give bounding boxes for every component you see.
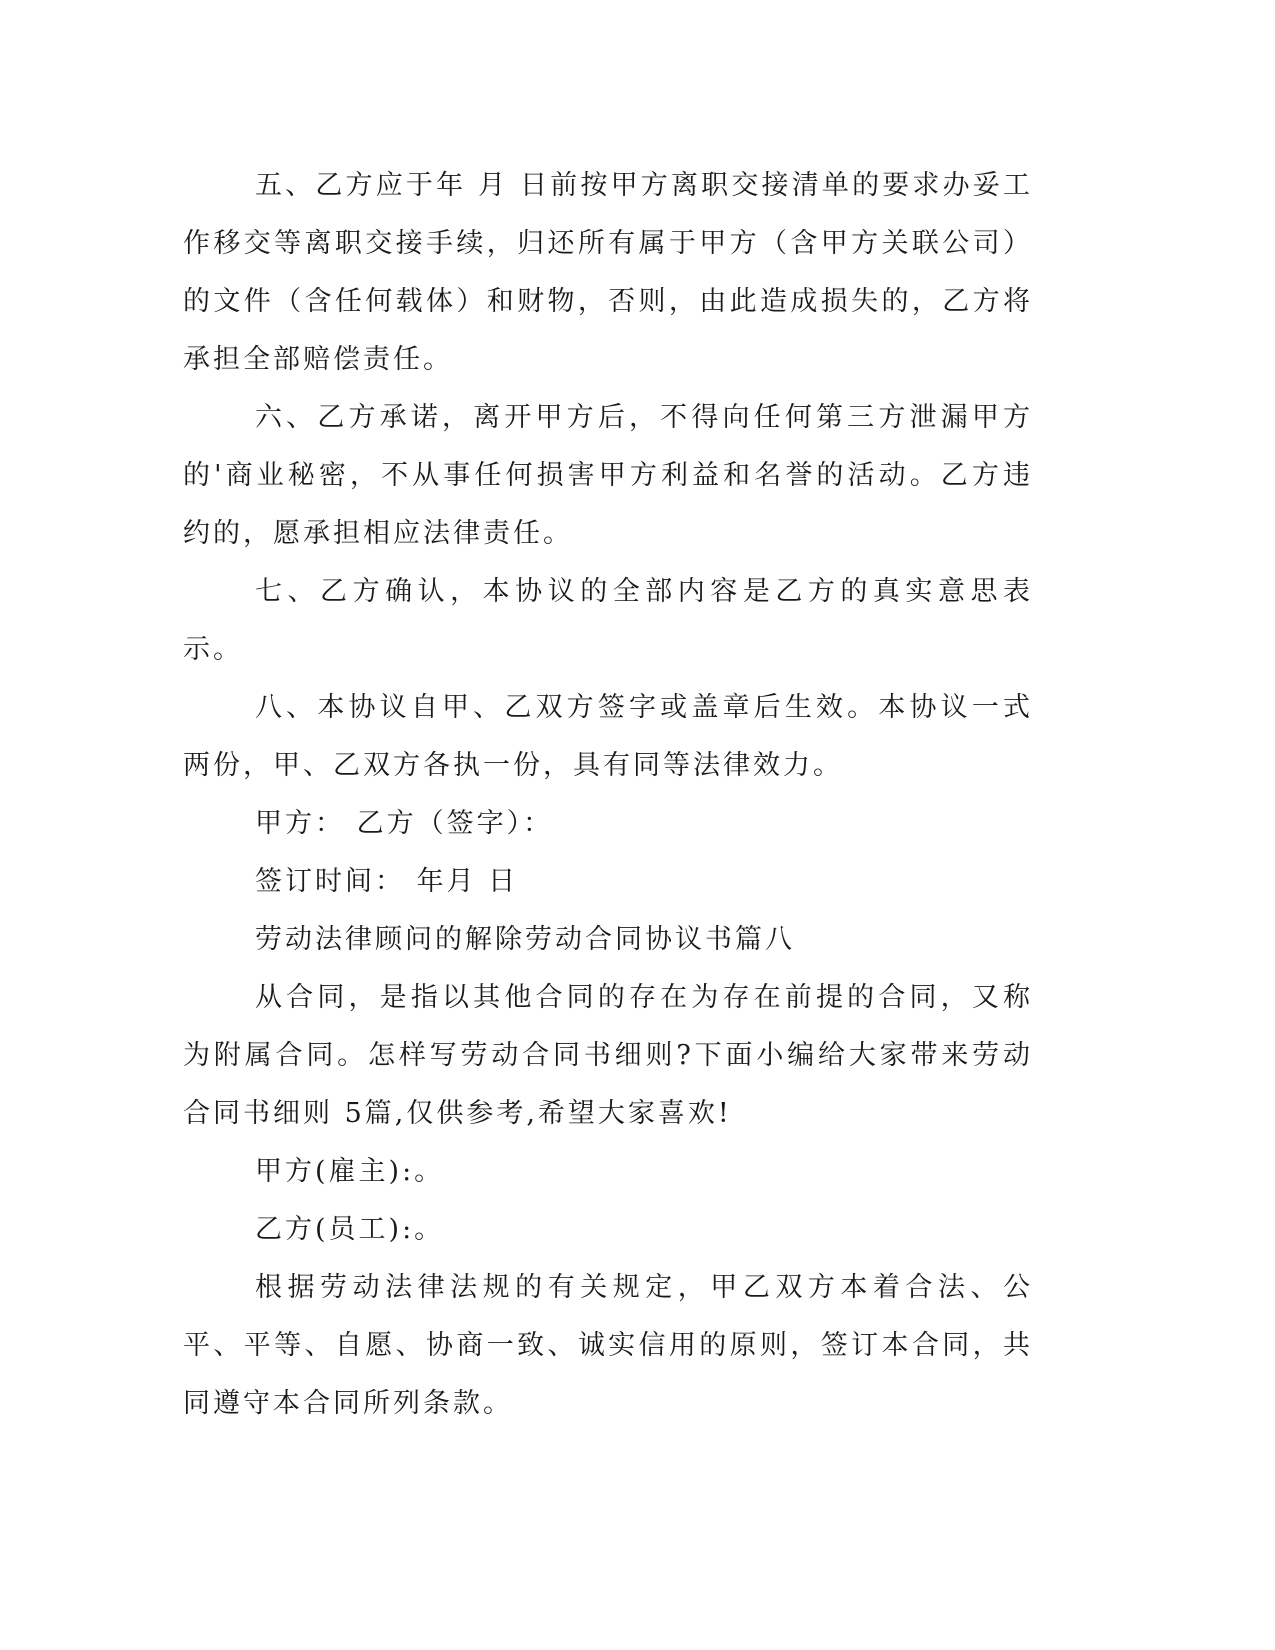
- intro-paragraph: 从合同，是指以其他合同的存在为存在前提的合同，又称为附属合同。怎样写劳动合同书细则?下面小编给大家带来劳动合同书细则 5篇,仅供参考,希望大家喜欢!: [183, 982, 1033, 1129]
- section-heading: 劳动法律顾问的解除劳动合同协议书篇八: [255, 924, 795, 955]
- principles-paragraph: 根据劳动法律法规的有关规定，甲乙双方本着合法、公平、平等、自愿、协商一致、诚实信用的原则，签订本合同，共同遵守本合同所列条款。: [183, 1272, 1033, 1419]
- signature-line: 甲方： 乙方（签字）：: [255, 808, 554, 839]
- clause-eight: 八、本协议自甲、乙双方签字或盖章后生效。本协议一式两份，甲、乙双方各执一份，具有同等法律效力。: [183, 692, 1033, 781]
- document-body: [183, 157, 1033, 1433]
- clause-six: 六、乙方承诺，离开甲方后，不得向任何第三方泄漏甲方的'商业秘密，不从事任何损害甲方利益和名誉的活动。乙方违约的，愿承担相应法律责任。: [183, 402, 1033, 549]
- signing-date-line: 签订时间： 年月 日: [255, 866, 519, 897]
- clause-seven: 七、乙方确认，本协议的全部内容是乙方的真实意思表示。: [183, 576, 1033, 665]
- party-a-line: 甲方(雇主):。: [255, 1156, 445, 1187]
- clause-five: 五、乙方应于年 月 日前按甲方离职交接清单的要求办妥工作移交等离职交接手续，归还所有属于甲方（含甲方关联公司）的文件（含任何载体）和财物，否则，由此造成损失的，乙方将承担全部赔偿责任。: [183, 170, 1033, 375]
- party-b-line: 乙方(员工):。: [255, 1214, 445, 1245]
